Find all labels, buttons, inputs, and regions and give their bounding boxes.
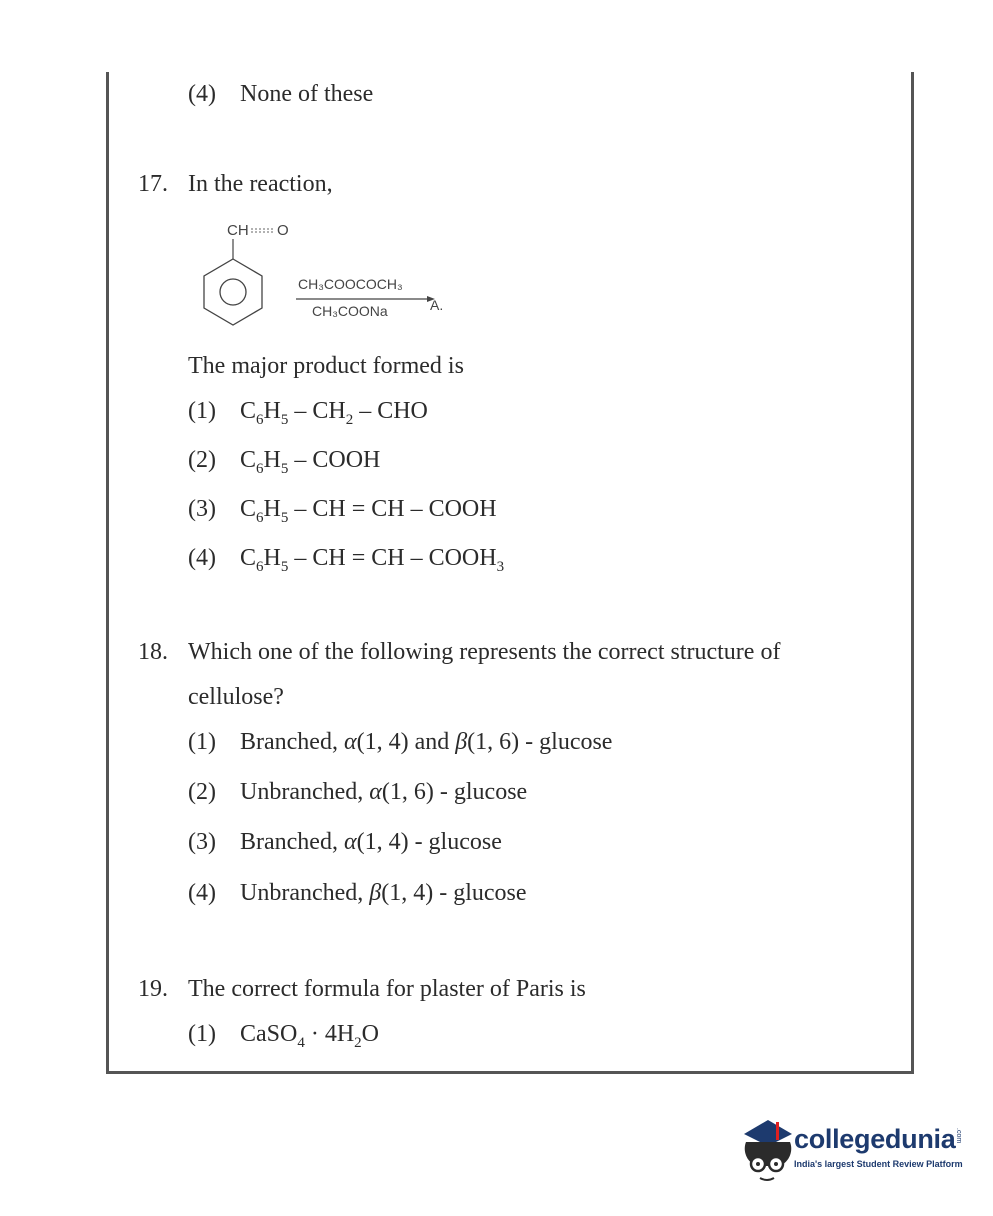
question-number: 17. [138,171,168,197]
q18-stem-line-2: cellulose? [188,684,284,710]
scheme-product-label: A. [430,297,444,313]
scheme-reagent-bottom: CH₃COONa [312,303,388,319]
q17-prompt: The major product formed is [188,353,464,379]
option-text: None of these [240,81,374,107]
q17-option-3: (3) $C_6H_5$ – CH = CH – COOH [188,496,497,526]
q17-stem [138,170,333,198]
question-text: The correct formula for plaster of Paris is [188,976,586,1002]
option-number: (4) [188,81,216,107]
question-number: 19. [138,976,168,1002]
q19-option-1: (1) CaSO$_4$ · $4H_2O$ [188,1021,380,1051]
question-number: 18. [138,639,168,665]
logo-suffix: .com [955,1128,962,1144]
q17-option-1: (1) $C_6H_5 - CH_2$ – CHO [188,398,428,428]
reaction-scheme [195,215,465,335]
benzene-ring [204,259,262,325]
q18-option-4: (4) Unbranched, β(1, 4) - glucose [188,880,527,906]
logo-wordmark: collegedunia [794,1124,956,1154]
prev-option-4 [188,80,373,108]
logo-tagline: India's largest Student Review Platform [794,1159,963,1169]
q18-option-2: (2) Unbranched, α(1, 6) - glucose [188,779,528,805]
scheme-substituent: CH [227,222,249,239]
q19-stem [138,975,586,1003]
q18-option-1: (1) Branched, α(1, 4) and β(1, 6) - glucose [188,729,613,755]
q18-option-3: (3) Branched, α(1, 4) - glucose [188,829,502,855]
q18-stem-line-1 [138,638,780,666]
question-text: In the reaction, [188,171,333,197]
q17-option-4: (4) $C_6H_5$ – CH = CH – $COOH_3$ [188,545,505,575]
aromatic-circle [220,279,246,305]
scheme-substituent-atom: O [277,222,289,239]
mascot-icon [738,1112,798,1184]
question-text: Which one of the following represents the correct structure of [188,639,781,665]
scheme-reagent-top: CH₃COOCOCH₃ [298,276,403,292]
q17-option-2: (2) $C_6H_5$ – COOH [188,447,381,477]
